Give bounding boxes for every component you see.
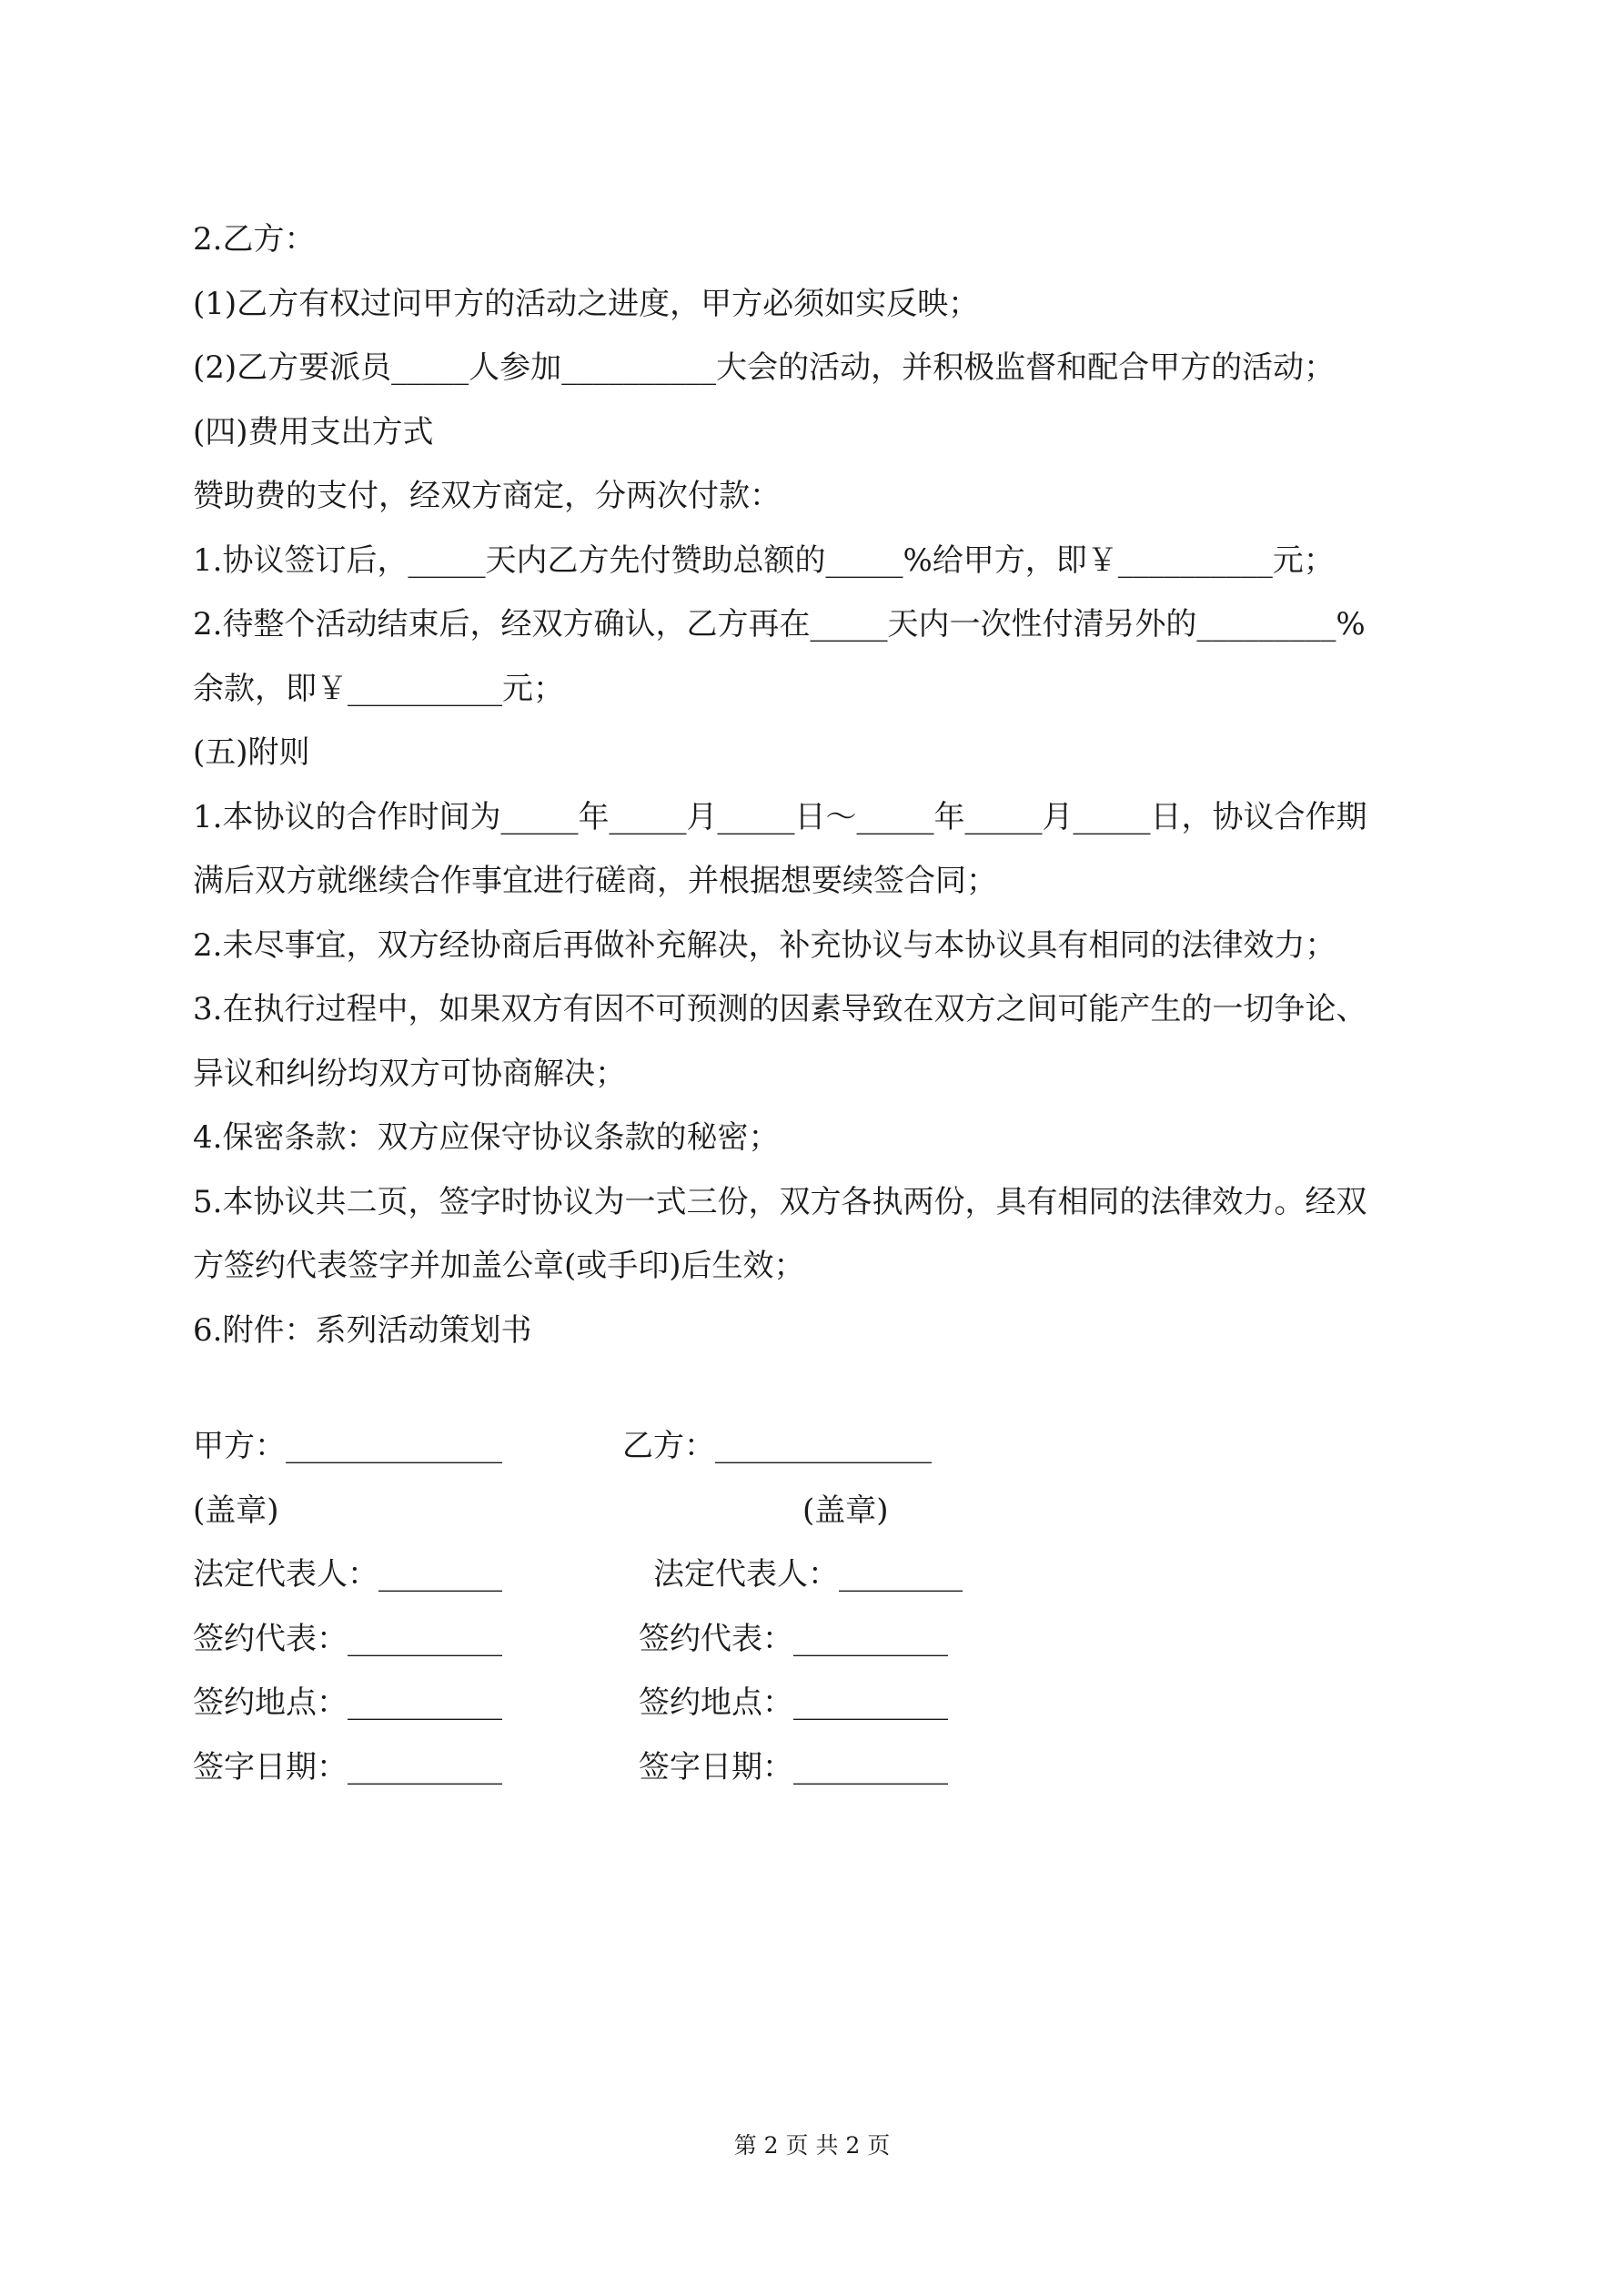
body-line: 1.协议签订后，_____天内乙方先付赞助总额的_____%给甲方，即￥__________元； xyxy=(193,541,1335,579)
legal-rep-b-field: 法定代表人：________ xyxy=(653,1556,963,1593)
sign-date-b-field: 签字日期：__________ xyxy=(639,1748,948,1785)
signature-row-sign-place xyxy=(193,1671,1439,1735)
signature-row-party xyxy=(193,1414,1439,1479)
signature-row-sign-rep xyxy=(193,1607,1439,1672)
party-a-field: 甲方：______________ xyxy=(193,1428,502,1464)
body-line: 满后双方就继续合作事宜进行磋商，并根据想要续签合同； xyxy=(193,863,997,899)
party-b-field: 乙方：______________ xyxy=(622,1428,932,1464)
signature-block xyxy=(193,1414,1439,1799)
body-line: 5.本协议共二页，签字时协议为一式三份，双方各执两份，具有相同的法律效力。经双 xyxy=(193,1183,1367,1220)
page-number: 第 2 页 共 2 页 xyxy=(733,2132,891,2159)
section-heading: (四)费用支出方式 xyxy=(193,413,434,450)
sign-rep-b-field: 签约代表：__________ xyxy=(639,1620,948,1657)
body-line: 赞助费的支付，经双方商定，分两次付款： xyxy=(193,478,781,514)
body-line: 余款，即￥__________元； xyxy=(193,670,564,707)
agreement-body xyxy=(193,207,1439,1362)
sign-place-b-field: 签约地点：__________ xyxy=(639,1684,948,1721)
body-line: 异议和纠纷均双方可协商解决； xyxy=(193,1055,626,1092)
signature-row-legal-rep xyxy=(193,1542,1439,1607)
body-line: 6.附件：系列活动策划书 xyxy=(193,1311,532,1349)
body-line: (2)乙方要派员_____人参加__________大会的活动，并积极监督和配合甲方的活动； xyxy=(193,349,1336,386)
body-line: (1)乙方有权过问甲方的活动之进度，甲方必须如实反映； xyxy=(193,285,980,322)
legal-rep-a-field: 法定代表人：________ xyxy=(193,1556,502,1593)
seal-b-label: (盖章) xyxy=(802,1492,889,1529)
section-heading: (五)附则 xyxy=(193,734,310,771)
body-line: 方签约代表签字并加盖公章(或手印)后生效； xyxy=(193,1248,805,1284)
signature-row-seal xyxy=(193,1479,1439,1543)
body-line: 2.待整个活动结束后，经双方确认，乙方再在_____天内一次性付清另外的_________% xyxy=(193,606,1366,642)
body-line: 3.在执行过程中，如果双方有因不可预测的因素导致在双方之间可能产生的一切争论、 xyxy=(193,991,1367,1027)
signature-row-sign-date xyxy=(193,1735,1439,1800)
body-line: 2.未尽事宜，双方经协商后再做补充解决，补充协议与本协议具有相同的法律效力； xyxy=(193,926,1337,964)
sign-date-a-field: 签字日期：__________ xyxy=(193,1748,502,1785)
body-line: 2.乙方： xyxy=(193,221,316,258)
body-line: 4.保密条款：双方应保守协议条款的秘密； xyxy=(193,1119,780,1156)
seal-a-label: (盖章) xyxy=(193,1492,279,1529)
body-line: 1.本协议的合作时间为_____年_____月_____日～_____年_____月_____日，协议合作期 xyxy=(193,798,1367,835)
sign-rep-a-field: 签约代表：__________ xyxy=(193,1620,502,1657)
sign-place-a-field: 签约地点：__________ xyxy=(193,1684,502,1721)
